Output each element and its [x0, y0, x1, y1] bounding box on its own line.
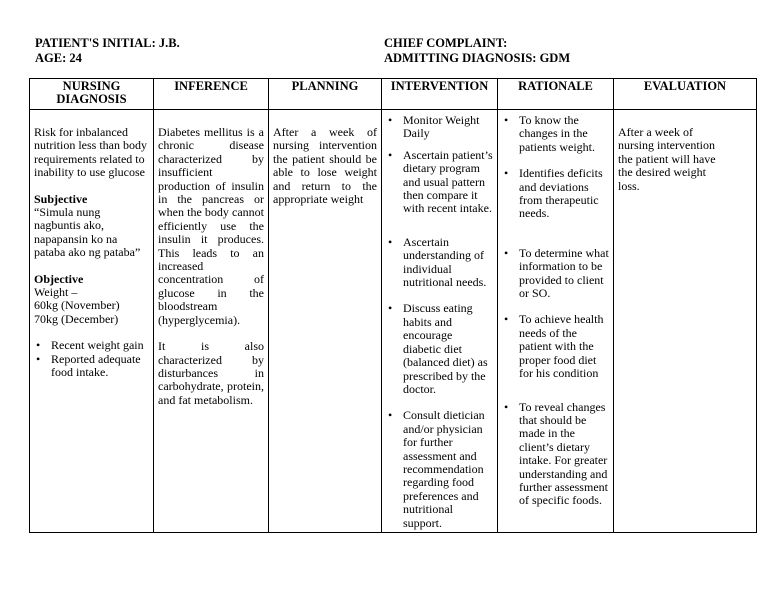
- column-header-planning: PLANNING: [269, 79, 382, 110]
- complaint-header: [384, 36, 570, 66]
- nursing-diagnosis-cell: [30, 110, 154, 533]
- column-header-intervention: INTERVENTION: [382, 79, 498, 110]
- list-item: • To reveal changes that should be made in the client’s dietary intake. For greater understanding and further assessment of specific foods.: [502, 401, 609, 508]
- table-header-row: [30, 79, 757, 110]
- table-row: [30, 110, 757, 533]
- objective-findings-list: [34, 339, 149, 379]
- nursing-care-plan-table: [29, 78, 757, 533]
- patient-initial: PATIENT'S INITIAL: J.B.: [35, 36, 180, 50]
- patient-info-header: [35, 36, 180, 66]
- list-item: • To determine what information to be provided to client or SO.: [502, 247, 609, 301]
- planning-text: After a week of nursing intervention the patient should be able to lose weight and return to the appropriate weight: [273, 125, 377, 207]
- list-item: • To achieve health needs of the patient with the proper food diet for his condition: [502, 313, 609, 380]
- rationale-cell: [498, 110, 614, 533]
- column-header-nursing-diagnosis: NURSING DIAGNOSIS: [30, 79, 154, 110]
- inference-paragraph-1: Diabetes mellitus is a chronic disease characterized by insufficient production of insulin in the pancreas or when the body cannot efficiently use the insulin it produces. This leads to an increased concentration of glucose in the bloodstream (hyperglycemia).: [158, 125, 264, 327]
- patient-age: AGE: 24: [35, 51, 82, 65]
- weight-december: 70kg (December): [34, 311, 119, 326]
- intervention-list: [386, 114, 493, 530]
- evaluation-text: After a week of nursing intervention the patient will have the desired weight loss.: [618, 125, 716, 193]
- inference-paragraph-2: It is also characterized by disturbances in carbohydrate, protein, and fat metabolism.: [158, 339, 264, 407]
- list-item: • Consult dietician and/or physician for further assessment and recommendation regarding food preferences and nutritional support.: [386, 409, 493, 530]
- list-item: • Ascertain understanding of individual nutritional needs.: [386, 236, 493, 290]
- column-header-evaluation: EVALUATION: [614, 79, 757, 110]
- list-item: • Monitor Weight Daily: [386, 114, 493, 141]
- list-item: • To know the changes in the patients weight.: [502, 114, 609, 154]
- column-header-rationale: RATIONALE: [498, 79, 614, 110]
- diagnosis-statement: Risk for inbalanced nutrition less than body requirements related to inability to use glucose: [34, 125, 147, 180]
- subjective-label: Subjective: [34, 191, 88, 206]
- weight-label: Weight –: [34, 285, 78, 300]
- subjective-text: “Simula nung nagbuntis ako, napapansin ko na pataba ako ng pataba”: [34, 205, 141, 260]
- objective-label: Objective: [34, 271, 84, 286]
- weight-november: 60kg (November): [34, 298, 120, 313]
- list-item: • Identifies deficits and deviations from therapeutic needs.: [502, 167, 609, 221]
- rationale-list: [502, 114, 609, 508]
- list-item: • Ascertain patient’s dietary program and usual pattern then compare it with recent intake.: [386, 149, 493, 216]
- list-item: • Recent weight gain: [34, 339, 149, 352]
- inference-cell: [154, 110, 269, 533]
- admitting-diagnosis: ADMITTING DIAGNOSIS: GDM: [384, 51, 571, 65]
- column-header-inference: INFERENCE: [154, 79, 269, 110]
- list-item: • Discuss eating habits and encourage diabetic diet (balanced diet) as prescribed by the doctor.: [386, 302, 493, 396]
- list-item: • Reported adequate food intake.: [34, 353, 149, 380]
- chief-complaint: CHIEF COMPLAINT:: [384, 36, 508, 50]
- evaluation-cell: [614, 110, 757, 533]
- intervention-cell: [382, 110, 498, 533]
- planning-cell: [269, 110, 382, 533]
